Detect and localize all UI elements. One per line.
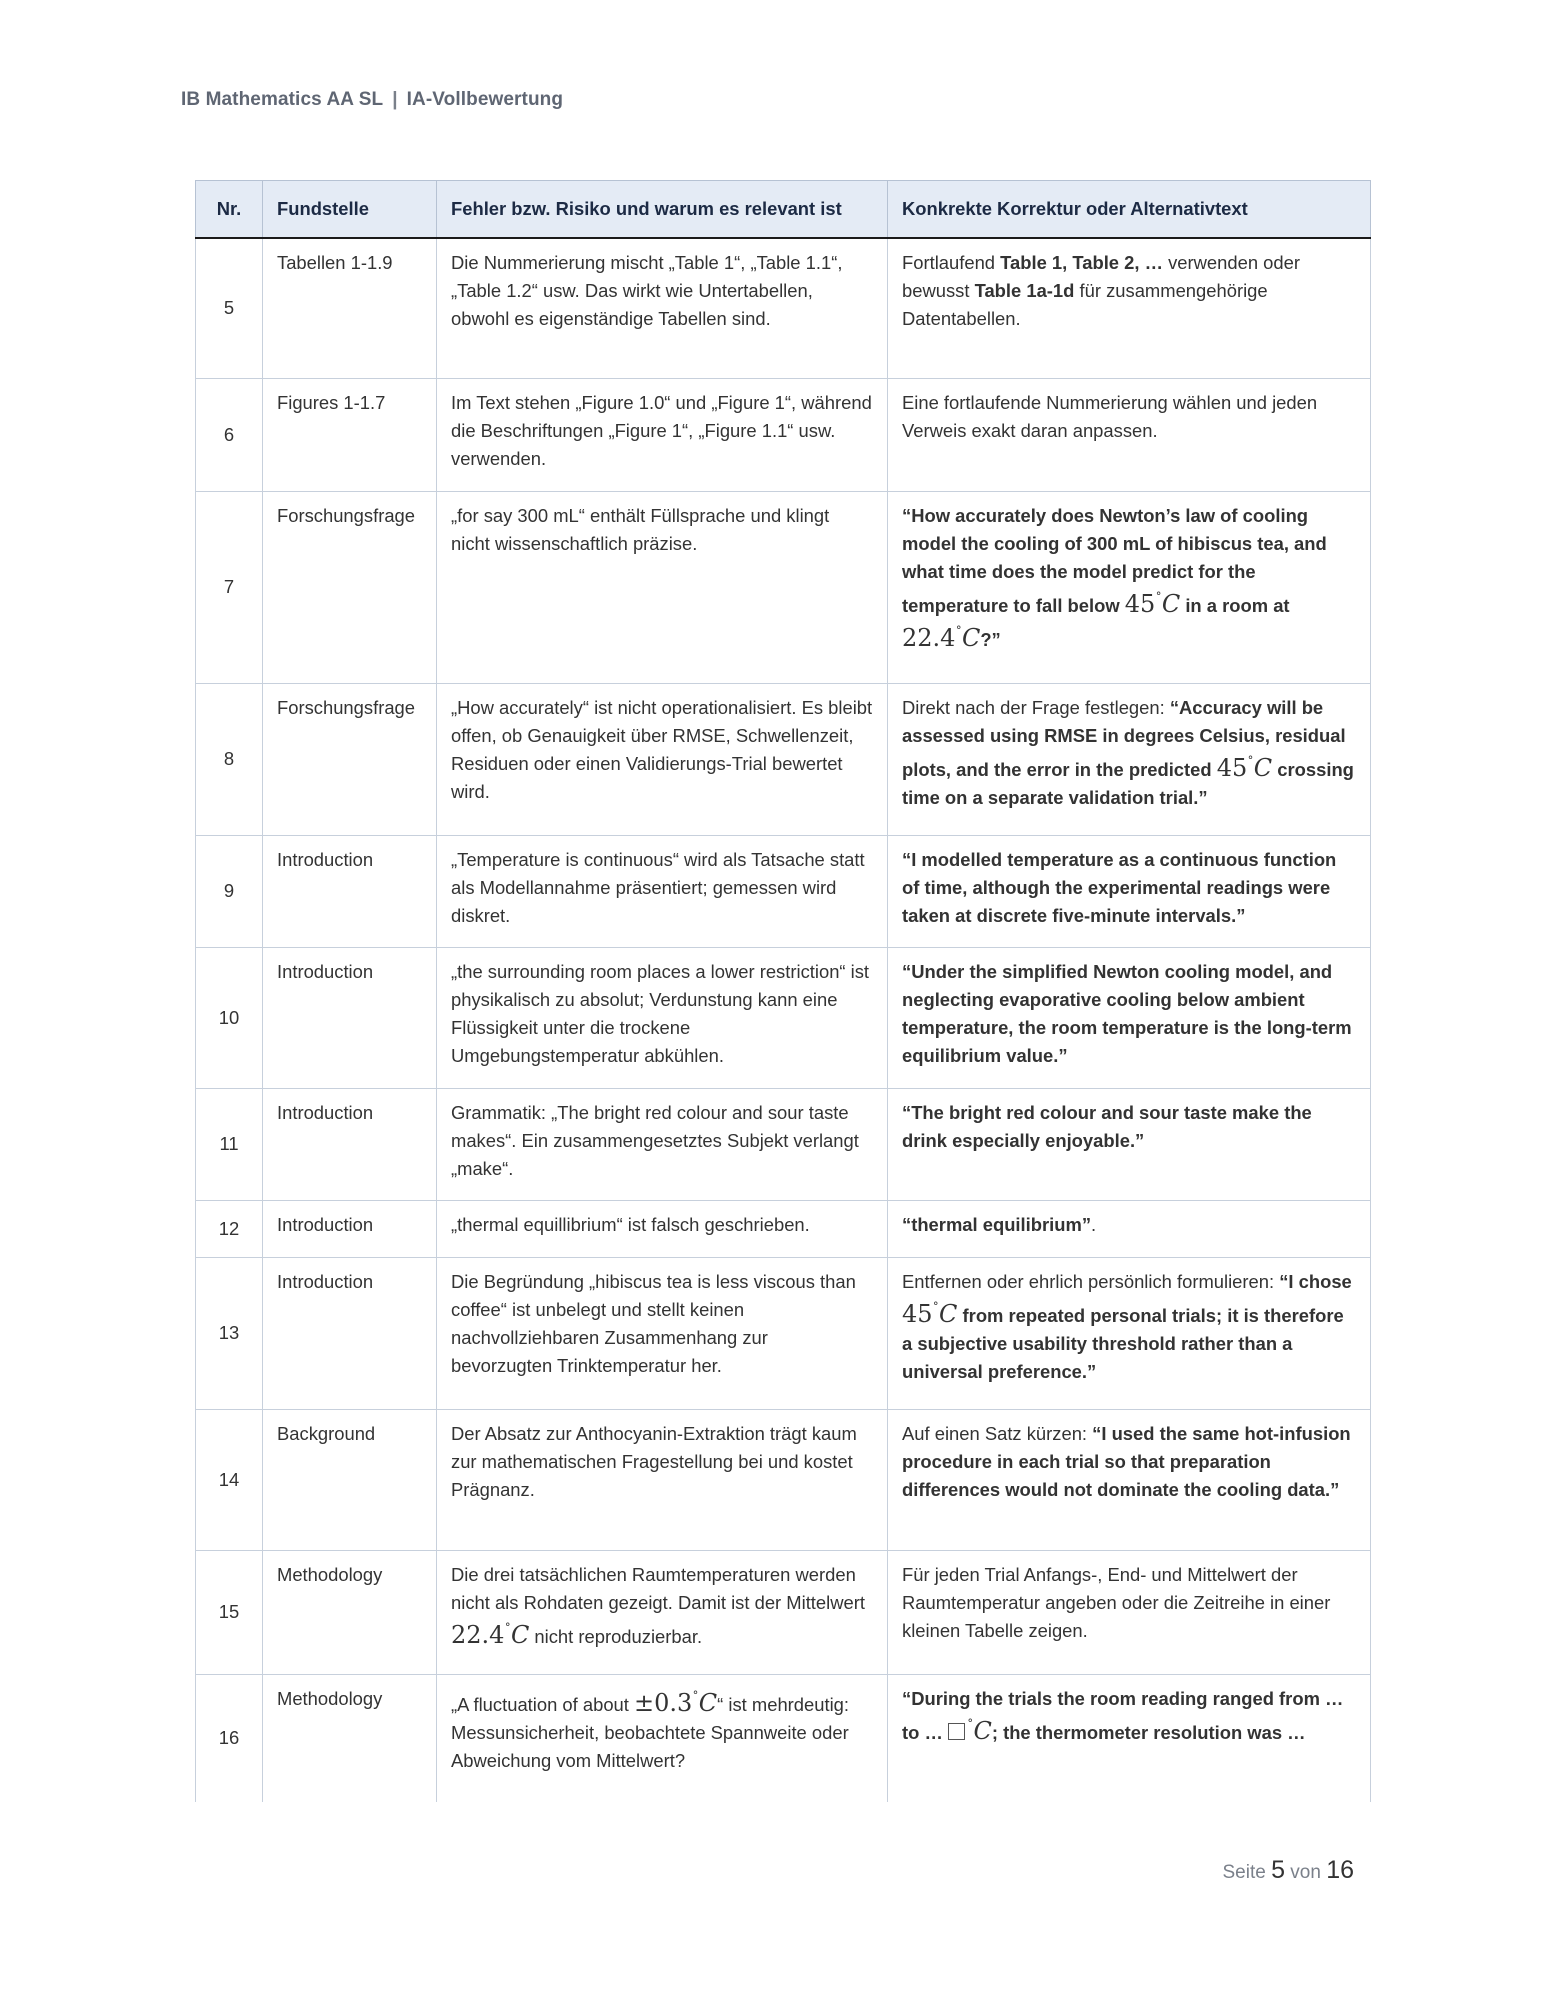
fix-text: Entfernen oder ehrlich persönlich formulieren: <box>902 1270 1280 1292</box>
row-issue: Im Text stehen „Figure 1.0“ und „Figure 1“, während die Beschriftungen „Figure 1“, „Figure 1.1“ usw. verwenden. <box>437 378 888 491</box>
row-number: 11 <box>196 1088 263 1200</box>
page-header <box>181 89 563 111</box>
row-issue: „the surrounding room places a lower restriction“ ist physikalisch zu absolut; Verdunstung kann eine Flüssigkeit unter die trockene Umgebungstemperatur abkühlen. <box>437 947 888 1088</box>
row-location: Introduction <box>263 835 437 947</box>
table-row <box>196 1550 1371 1674</box>
page-prefix: Seite <box>1222 1862 1266 1883</box>
table-row <box>196 1257 1371 1409</box>
issue-text: Die drei tatsächlichen Raumtemperaturen werden nicht als Rohdaten gezeigt. Damit ist der Mittelwert <box>451 1563 865 1613</box>
math-temperature: 22.4˚C <box>902 623 981 652</box>
page-of: von <box>1290 1862 1321 1883</box>
row-issue <box>437 1550 888 1674</box>
fix-bold: Table 1, Table 2, … <box>1000 252 1163 273</box>
row-number: 14 <box>196 1409 263 1550</box>
fix-bold: crossing time on a separate validation trial.” <box>902 758 1354 808</box>
fix-bold: ?” <box>980 628 1001 650</box>
row-fix <box>888 1674 1371 1802</box>
fix-text: Fortlaufend <box>902 252 1001 273</box>
header-location: Fundstelle <box>263 181 437 239</box>
fix-bold: in a room at <box>1180 594 1290 616</box>
row-location: Forschungsfrage <box>263 683 437 835</box>
row-issue: „Temperature is continuous“ wird als Tatsache statt als Modellannahme präsentiert; gemessen wird diskret. <box>437 835 888 947</box>
table-row <box>196 1200 1371 1257</box>
page-total: 16 <box>1326 1856 1354 1884</box>
row-number: 16 <box>196 1674 263 1802</box>
table-row <box>196 378 1371 491</box>
issue-text: „A fluctuation of about <box>451 1693 635 1715</box>
math-temperature: 45˚C <box>902 1299 958 1328</box>
row-location: Introduction <box>263 1088 437 1200</box>
row-issue: „thermal equillibrium“ ist falsch geschrieben. <box>437 1200 888 1257</box>
math-temperature: 22.4˚C <box>451 1620 530 1649</box>
fix-bold: ; the thermometer resolution was … <box>991 1721 1306 1743</box>
header-separator: | <box>392 89 398 110</box>
row-fix <box>888 1200 1371 1257</box>
table-row <box>196 1088 1371 1200</box>
math-temperature: 45˚C <box>1124 589 1181 618</box>
fix-bold: from repeated personal trials; it is therefore a subjective usability threshold rather than a universal preference.” <box>902 1304 1344 1382</box>
fix-bold: “Accuracy will be assessed using RMSE in degrees Celsius, residual plots, and the error in the predicted <box>902 696 1346 780</box>
row-location: Introduction <box>263 1257 437 1409</box>
row-fix <box>888 238 1371 378</box>
row-location: Introduction <box>263 1200 437 1257</box>
row-issue: Grammatik: „The bright red colour and sour taste makes“. Ein zusammengesetztes Subjekt verlangt „make“. <box>437 1088 888 1200</box>
math-temperature: 45˚C <box>1216 753 1273 782</box>
row-location: Background <box>263 1409 437 1550</box>
table-row <box>196 947 1371 1088</box>
header-issue: Fehler bzw. Risiko und warum es relevant ist <box>437 181 888 239</box>
row-fix: Für jeden Trial Anfangs-, End- und Mittelwert der Raumtemperatur angeben oder die Zeitreihe in einer kleinen Tabelle zeigen. <box>888 1550 1371 1674</box>
fix-text: Auf einen Satz kürzen: <box>902 1422 1093 1444</box>
fix-text: für zusammengehörige Datentabellen. <box>902 280 1268 329</box>
row-fix <box>888 491 1371 683</box>
row-number: 9 <box>196 835 263 947</box>
fix-bold: “How accurately does Newton’s law of cooling model the cooling of 300 mL of hibiscus tea, and what time does the model predict for the temperature to fall below <box>902 504 1327 616</box>
row-location: Figures 1-1.7 <box>263 378 437 491</box>
row-fix: “Under the simplified Newton cooling model, and neglecting evaporative cooling below ambient temperature, the room temperature is the long-term equilibrium value.” <box>888 947 1371 1088</box>
row-number: 7 <box>196 491 263 683</box>
page-number: 5 <box>1271 1856 1285 1884</box>
row-location: Forschungsfrage <box>263 491 437 683</box>
row-issue: Die Begründung „hibiscus tea is less viscous than coffee“ ist unbelegt und stellt keinen nachvollziehbaren Zusammenhang zur bevorzugten Trinktemperatur her. <box>437 1257 888 1409</box>
row-issue: „How accurately“ ist nicht operationalisiert. Es bleibt offen, ob Genauigkeit über RMSE, Schwellenzeit, Residuen oder einen Validierungs-Trial bewertet wird. <box>437 683 888 835</box>
issue-text: nicht reproduzierbar. <box>529 1625 703 1647</box>
row-issue: Der Absatz zur Anthocyanin-Extraktion trägt kaum zur mathematischen Fragestellung bei und kostet Prägnanz. <box>437 1409 888 1550</box>
row-number: 8 <box>196 683 263 835</box>
table-row <box>196 1409 1371 1550</box>
fix-text: . <box>1091 1213 1097 1235</box>
document-title: IA-Vollbewertung <box>406 89 564 110</box>
row-fix <box>888 1257 1371 1409</box>
row-number: 5 <box>196 238 263 378</box>
math-temperature: ±0.3˚C <box>634 1688 718 1717</box>
row-number: 6 <box>196 378 263 491</box>
review-table <box>195 180 1371 1802</box>
table-row <box>196 238 1371 378</box>
header-nr: Nr. <box>196 181 263 239</box>
row-number: 12 <box>196 1200 263 1257</box>
header-fix: Konkrekte Korrektur oder Alternativtext <box>888 181 1371 239</box>
fix-text: Direkt nach der Frage festlegen: <box>902 696 1170 718</box>
table-header-row <box>196 181 1371 239</box>
fix-bold: “thermal equilibrium” <box>902 1213 1092 1235</box>
course-name: IB Mathematics AA SL <box>181 89 384 110</box>
table-row <box>196 491 1371 683</box>
row-number: 13 <box>196 1257 263 1409</box>
row-fix <box>888 1409 1371 1550</box>
page-footer <box>1222 1856 1354 1885</box>
row-issue <box>437 1674 888 1802</box>
row-fix: Eine fortlaufende Nummerierung wählen und jeden Verweis exakt daran anpassen. <box>888 378 1371 491</box>
row-location: Methodology <box>263 1550 437 1674</box>
row-number: 10 <box>196 947 263 1088</box>
row-fix: “The bright red colour and sour taste make the drink especially enjoyable.” <box>888 1088 1371 1200</box>
row-location: Tabellen 1-1.9 <box>263 238 437 378</box>
fix-bold: Table 1a-1d <box>974 280 1075 301</box>
table-row <box>196 683 1371 835</box>
fix-text: verwenden oder bewusst <box>902 252 1300 301</box>
row-fix: “I modelled temperature as a continuous function of time, although the experimental readings were taken at discrete five-minute intervals.” <box>888 835 1371 947</box>
fix-bold: “During the trials the room reading ranged from … to … <box>902 1687 1344 1743</box>
table-row <box>196 1674 1371 1802</box>
row-location: Methodology <box>263 1674 437 1802</box>
issue-text: “ ist mehrdeutig: Messunsicherheit, beobachtete Spannweite oder Abweichung vom Mittelwert? <box>451 1693 850 1771</box>
row-issue: Die Nummerierung mischt „Table 1“, „Table 1.1“, „Table 1.2“ usw. Das wirkt wie Untertabellen, obwohl es eigenständige Tabellen sind. <box>437 238 888 378</box>
math-unit: ˚C <box>966 1716 992 1745</box>
fix-bold: “I used the same hot-infusion procedure in each trial so that preparation differences would not dominate the cooling data.” <box>902 1422 1351 1500</box>
row-fix <box>888 683 1371 835</box>
row-number: 15 <box>196 1550 263 1674</box>
fix-bold: “I chose <box>1279 1270 1352 1292</box>
row-location: Introduction <box>263 947 437 1088</box>
placeholder-box-icon <box>948 1723 965 1740</box>
row-issue: „for say 300 mL“ enthält Füllsprache und klingt nicht wissenschaftlich präzise. <box>437 491 888 683</box>
table-row <box>196 835 1371 947</box>
